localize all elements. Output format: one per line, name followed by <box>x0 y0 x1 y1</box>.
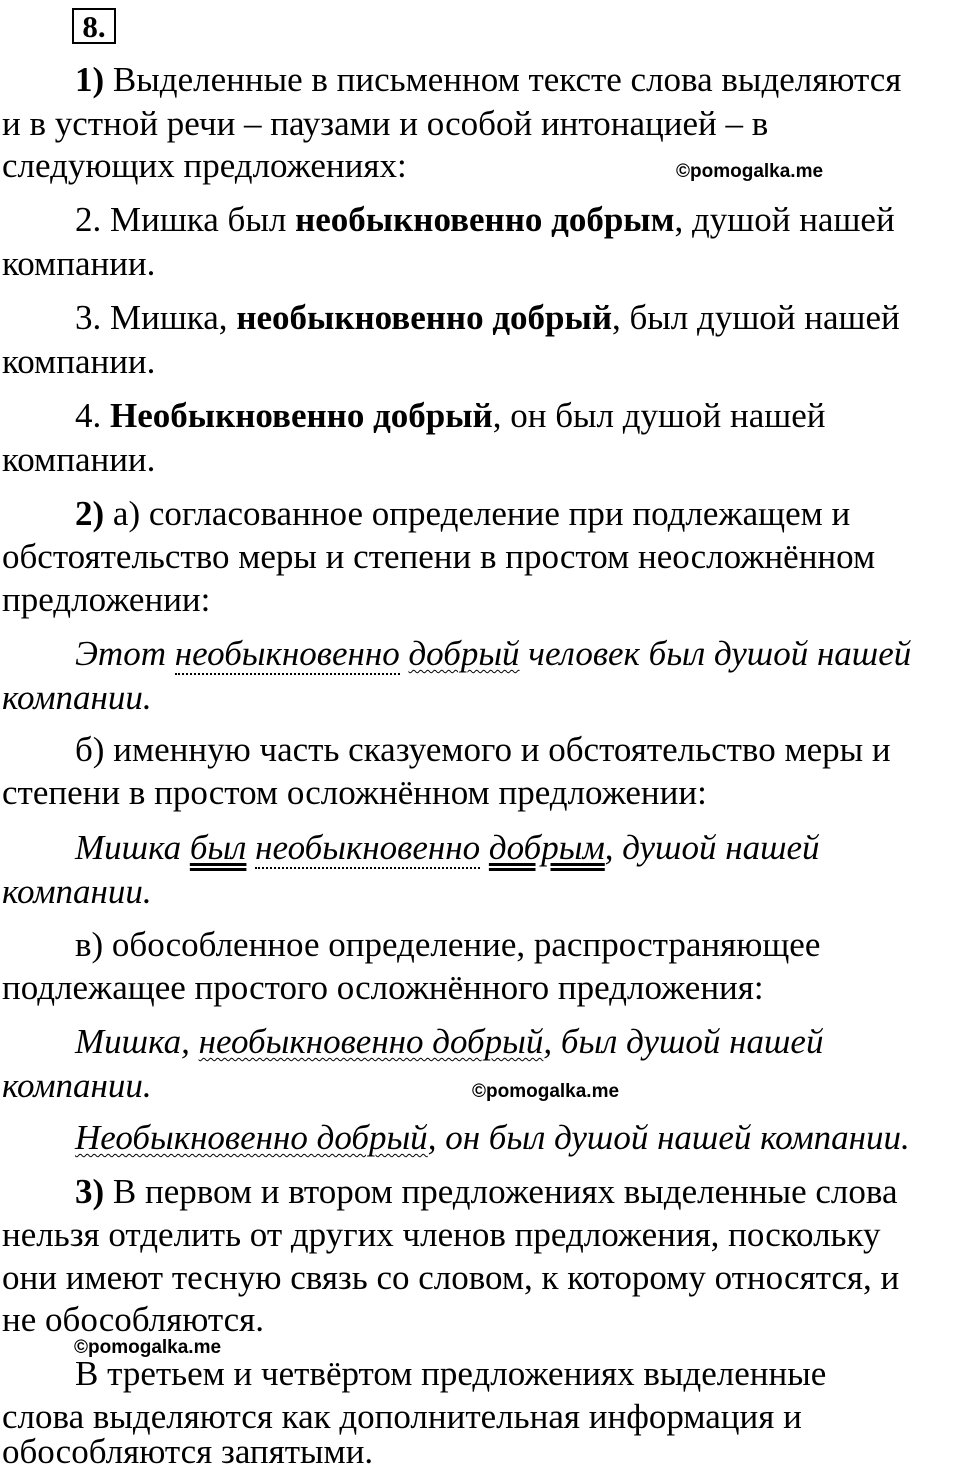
example-b-line1: Мишка был необыкновенно добрым, душой нашей <box>75 828 820 867</box>
predicate-mark: добрым <box>488 828 605 867</box>
task-number-box: 8. <box>72 8 116 44</box>
circumstance-mark: необыкновенно <box>255 828 481 867</box>
part3-line4: не обособляются. <box>2 1300 265 1339</box>
watermark: ©pomogalka.me <box>676 161 824 182</box>
part4-line3: обособляются запятыми. <box>2 1432 374 1471</box>
predicate-mark: был <box>189 828 247 867</box>
part3-marker: 3) <box>75 1172 105 1211</box>
example-a-line2: компании. <box>2 678 152 717</box>
part2-v-line2: подлежащее простого осложнённого предложения: <box>2 968 764 1007</box>
sentence-2-line2: компании. <box>2 244 156 283</box>
part3-line3: они имеют тесную связь со словом, к которому относятся, и <box>2 1258 900 1297</box>
part1-marker: 1) <box>75 60 105 99</box>
part2-a-line1: 2) а) согласованное определение при подлежащем и <box>75 494 851 533</box>
sentence-4-line2: компании. <box>2 440 156 479</box>
sentence-2-highlight: необыкновенно добрым <box>295 200 675 239</box>
sentence-4-line1: 4. Необыкновенно добрый, он был душой нашей <box>75 396 826 435</box>
part2-a-line3: предложении: <box>2 580 211 619</box>
sentence-2-line1: 2. Мишка был необыкновенно добрым, душой нашей <box>75 200 895 239</box>
example-v2-line1: Необыкновенно добрый, он был душой нашей компании. <box>75 1118 910 1157</box>
part2-b-line1: б) именную часть сказуемого и обстоятельство меры и <box>75 730 891 769</box>
sentence-3-line1: 3. Мишка, необыкновенно добрый, был душой нашей <box>75 298 900 337</box>
example-v1-line1: Мишка, необыкновенно добрый, был душой нашей <box>75 1022 824 1061</box>
part1-line1: 1) Выделенные в письменном тексте слова выделяются <box>75 60 902 99</box>
part2-marker: 2) <box>75 494 105 533</box>
part2-a-line2: обстоятельство меры и степени в простом неосложнённом <box>2 537 876 576</box>
sentence-4-highlight: Необыкновенно добрый <box>110 396 493 435</box>
part3-line1: 3) В первом и втором предложениях выделенные слова <box>75 1172 898 1211</box>
circumstance-mark: необыкновенно <box>174 634 400 673</box>
example-a-line1: Этот необыкновенно добрый человек был душой нашей <box>75 634 912 673</box>
part4-line1: В третьем и четвёртом предложениях выделенные <box>75 1354 827 1393</box>
example-v1-line2: компании. <box>2 1066 152 1105</box>
example-b-line2: компании. <box>2 872 152 911</box>
watermark: ©pomogalka.me <box>472 1081 620 1102</box>
part1-line2: и в устной речи – паузами и особой интонацией – в <box>2 104 769 143</box>
part3-line2: нельзя отделить от других членов предложения, поскольку <box>2 1215 881 1254</box>
part1-line3: следующих предложениях: <box>2 146 407 185</box>
sentence-3-highlight: необыкновенно добрый <box>236 298 612 337</box>
definition-mark: Необыкновенно добрый <box>75 1118 428 1157</box>
part2-b-line2: степени в простом осложнённом предложении: <box>2 773 707 812</box>
part2-v-line1: в) обособленное определение, распространяющее <box>75 925 821 964</box>
sentence-3-line2: компании. <box>2 342 156 381</box>
definition-mark: необыкновенно добрый <box>198 1022 544 1061</box>
definition-mark: добрый <box>408 634 520 673</box>
part4-line2: слова выделяются как дополнительная информация и <box>2 1397 802 1436</box>
watermark: ©pomogalka.me <box>74 1337 222 1358</box>
